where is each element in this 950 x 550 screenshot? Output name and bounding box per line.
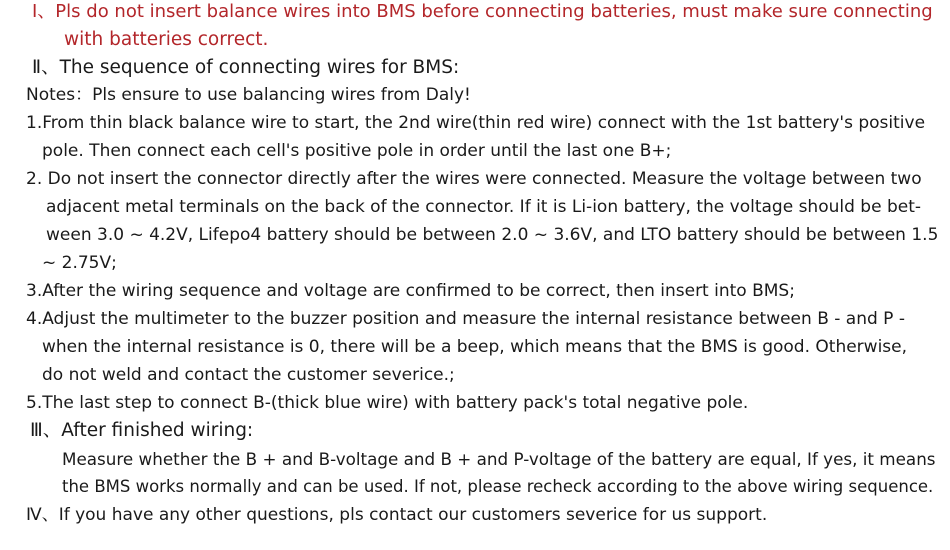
step-2-line-3: ween 3.0 ~ 4.2V, Lifepo4 battery should be between 2.0 ~ 3.6V, and LTO battery should be between 1.5 [46, 225, 939, 245]
step-2-line-1: 2. Do not insert the connector directly after the wires were connected. Measure the voltage between two [26, 169, 922, 189]
step-4-line-2: when the internal resistance is 0, there will be a beep, which means that the BMS is good. Otherwise, [42, 337, 908, 357]
warning-line-2: with batteries correct. [64, 29, 269, 50]
section-heading-after-wiring: Ⅲ、After finished wiring: [30, 420, 254, 441]
step-3-line-1: 3.After the wiring sequence and voltage are confirmed to be correct, then insert into BMS; [26, 281, 795, 301]
notes-line: Notes：Pls ensure to use balancing wires from Daly! [26, 85, 471, 105]
warning-line-1: Ⅰ、Pls do not insert balance wires into BMS before connecting batteries, must make sure connecting [32, 1, 933, 22]
step-2-line-2: adjacent metal terminals on the back of the connector. If it is Li-ion battery, the voltage should be bet- [46, 197, 922, 217]
step-2-line-4: ~ 2.75V; [42, 253, 117, 273]
section-heading-wiring-sequence: Ⅱ、The sequence of connecting wires for BMS: [32, 57, 460, 78]
step-4-line-3: do not weld and contact the customer severice.; [42, 365, 455, 385]
after-wiring-line-1: Measure whether the B + and B-voltage and B + and P-voltage of the battery are equal, If yes, it means [62, 449, 936, 469]
step-5-line-1: 5.The last step to connect B-(thick blue wire) with battery pack's total negative pole. [26, 393, 749, 413]
step-4-line-1: 4.Adjust the multimeter to the buzzer position and measure the internal resistance between B - and P - [26, 309, 905, 329]
step-1-line-2: pole. Then connect each cell's positive pole in order until the last one B+; [42, 141, 672, 161]
section-heading-support: Ⅳ、If you have any other questions, pls contact our customers severice for us support. [26, 505, 768, 525]
after-wiring-line-2: the BMS works normally and can be used. If not, please recheck according to the above wiring sequence. [62, 477, 934, 496]
step-1-line-1: 1.From thin black balance wire to start, the 2nd wire(thin red wire) connect with the 1st battery's positive [26, 113, 926, 133]
